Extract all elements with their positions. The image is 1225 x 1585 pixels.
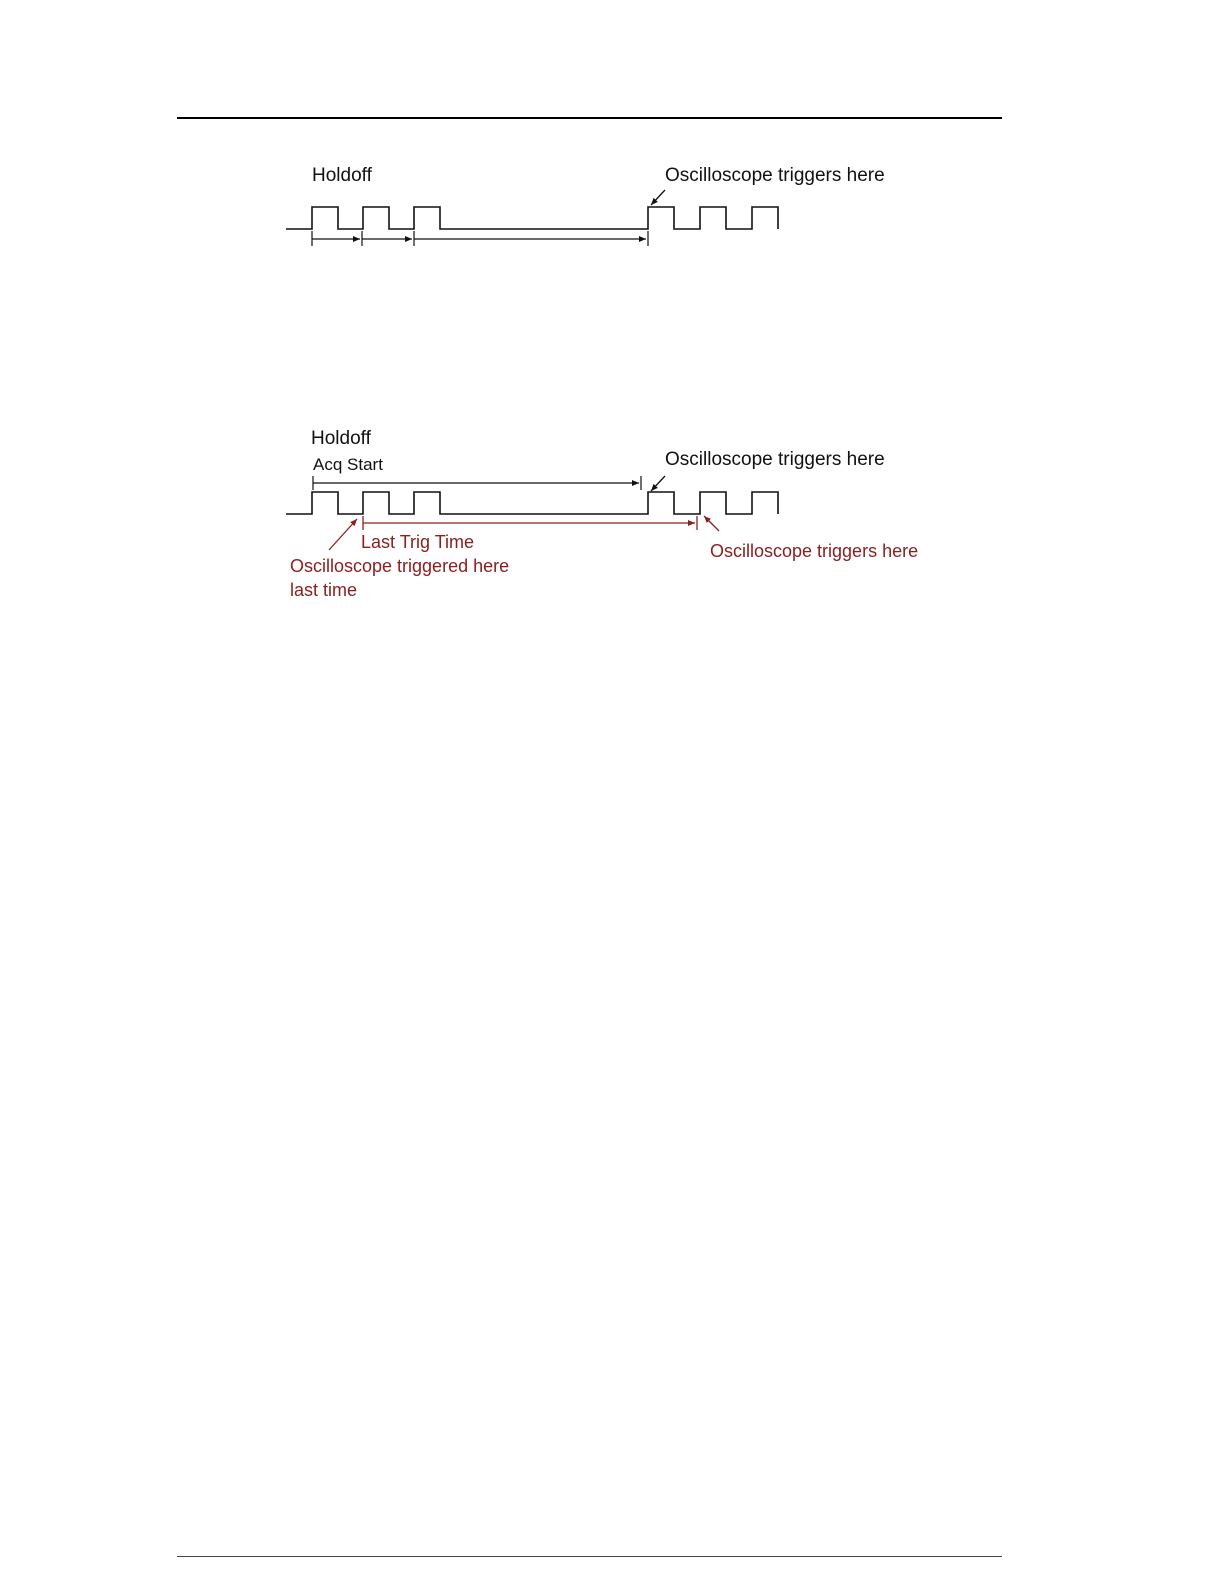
- last-trig-time-span: [363, 516, 697, 530]
- last-trigger-label-line1: Oscilloscope triggered here: [290, 556, 510, 576]
- holdoff-label: Holdoff: [311, 428, 371, 449]
- footer-rule: [177, 1556, 1002, 1557]
- holdoff-diagram-bottom: [0, 415, 1225, 615]
- holdoff-diagram-top: [0, 150, 1225, 270]
- acq-start-label: Acq Start: [313, 455, 383, 474]
- holdoff-label: Holdoff: [312, 165, 372, 186]
- pulse-waveform: [286, 492, 778, 514]
- next-trigger-label: Oscilloscope triggers here: [710, 541, 919, 561]
- holdoff-intervals: [312, 231, 648, 246]
- trigger-arrow: [651, 476, 665, 491]
- last-trigger-label-line2: last time: [290, 580, 358, 600]
- acq-start-span: [313, 476, 641, 490]
- last-trigger-arrow: [329, 519, 357, 550]
- last-trig-time-label: Last Trig Time: [361, 532, 475, 552]
- trigger-arrow: [651, 190, 665, 205]
- next-trigger-arrow: [704, 516, 719, 531]
- trigger-label: Oscilloscope triggers here: [665, 165, 885, 186]
- header-rule: [177, 117, 1002, 119]
- trigger-label: Oscilloscope triggers here: [665, 449, 885, 470]
- pulse-waveform: [286, 207, 778, 229]
